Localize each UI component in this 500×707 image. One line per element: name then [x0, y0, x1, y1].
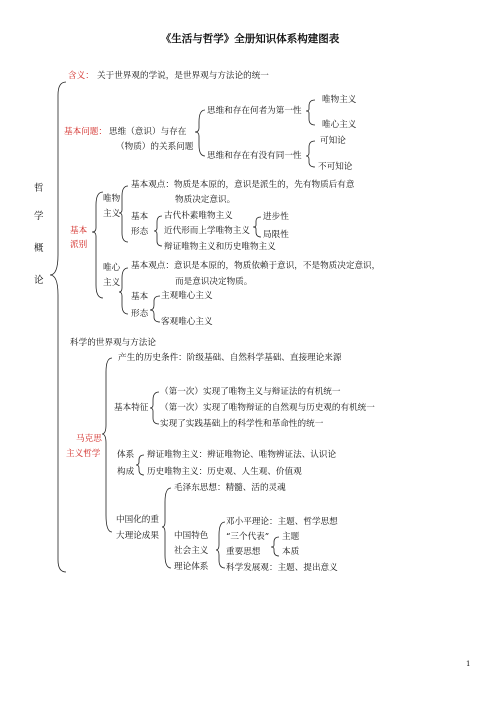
system-item-1: 辩证唯物主义：辨证唯物论、唯物辨证法、认识论	[147, 450, 337, 460]
aspect-1: 思维和存在何者为第一性	[207, 106, 302, 116]
basic-question-text-2: （物质）的关系问题	[116, 142, 194, 152]
marxism-label-1: 马克思	[76, 434, 102, 444]
important-thought: 重要思想	[226, 547, 261, 557]
meaning-text: 关于世界观的学说，是世界观与方法论的统一	[97, 71, 269, 81]
materialism-label-1: 唯物	[103, 194, 121, 204]
main-brace	[50, 82, 66, 572]
deng-theory: 邓小平理论：主题、哲学思想	[226, 517, 338, 527]
materialism-form-1: 古代朴素唯物主义	[164, 211, 233, 221]
idealism-view-2: 而是意识决定物质。	[175, 277, 253, 287]
idealism-form-label-1: 基本	[131, 292, 149, 302]
materialism-form-3: 辩证唯物主义和历史唯物主义	[164, 242, 276, 252]
traits-brace	[253, 217, 261, 237]
materialism-form-label-1: 基本	[131, 212, 149, 222]
ideal-forms-brace	[150, 296, 160, 322]
csc-label-1: 中国特色	[174, 531, 209, 541]
features-label: 基本特征	[114, 403, 149, 413]
idealism-form-1: 主观唯心主义	[161, 291, 213, 301]
mao-thought: 毛泽东思想：精髓、活的灵魂	[174, 483, 286, 493]
basic-question-label: 基本问题：	[64, 127, 107, 137]
side-char-4: 论	[34, 275, 44, 286]
system-label-2: 构成	[117, 467, 135, 477]
china-label-1: 中国化的重	[116, 515, 159, 525]
materialism-trait-1: 进步性	[263, 212, 289, 222]
idealism-label-2: 主义	[103, 278, 121, 288]
three-item-1: 主题	[282, 532, 300, 542]
aspect-2: 思维和存在有没有同一性	[207, 151, 302, 161]
schools-label-1: 基本	[70, 226, 88, 236]
scientific-development: 科学发展观：主题、提出意义	[226, 563, 338, 573]
question-brace	[195, 110, 205, 156]
feature-2: （第一次）实现了唯物辩证的自然观与历史观的有机统一	[160, 403, 375, 413]
csc-label-2: 社会主义	[174, 546, 209, 556]
materialism-form-label-2: 形态	[131, 227, 149, 237]
system-brace	[136, 455, 144, 475]
schools-label-2: 派别	[70, 240, 88, 250]
materialism-label-2: 主义	[103, 209, 121, 219]
system-item-2: 历史唯物主义：历史观、人生观、价值观	[147, 467, 302, 477]
aspect-2-option-2: 不可知论	[318, 162, 353, 172]
aspect2-brace	[306, 141, 315, 167]
basic-question-text-1: 思维（意识）与存在	[109, 127, 187, 137]
csc-brace	[216, 522, 225, 568]
materialism-form-2: 近代形而上学唯物主义	[164, 226, 250, 236]
feature-1: （第一次）实现了唯物主义与辩证法的有机统一	[160, 387, 341, 397]
system-label-1: 体系	[117, 450, 135, 460]
marxism-label-2: 主义哲学	[66, 449, 101, 459]
marxism-conditions: 产生的历史条件：阶级基础、自然科学基础、直接理论来源	[118, 353, 342, 363]
idealism-view-1: 基本观点：意识是本原的，物质依赖于意识，不是物质决定意识，	[131, 261, 381, 271]
feature-3: 实现了实践基础上的科学性和革命性的统一	[160, 419, 324, 429]
idealism-brace	[119, 268, 128, 314]
features-brace	[150, 392, 159, 424]
side-char-3: 概	[34, 243, 44, 254]
meaning-label: 含义：	[68, 71, 94, 81]
aspect1-brace	[306, 100, 315, 125]
marxism-brace	[102, 358, 112, 532]
aspect-1-option-1: 唯物主义	[322, 95, 357, 105]
three-brace	[271, 537, 279, 556]
materialism-trait-2: 局限性	[263, 230, 289, 240]
csc-label-3: 理论体系	[174, 562, 209, 572]
material-forms-brace	[154, 216, 162, 246]
three-item-2: 本质	[282, 547, 300, 557]
materialism-view-1: 基本观点：物质是本原的，意识是派生的，先有物质后有意	[131, 180, 355, 190]
materialism-view-2: 物质决定意识。	[175, 195, 236, 205]
aspect-1-option-2: 唯心主义	[322, 120, 357, 130]
idealism-form-label-2: 形态	[131, 309, 149, 319]
page-title: 《生活与哲学》全册知识体系构建图表	[160, 33, 340, 45]
schools-brace	[92, 192, 103, 298]
idealism-form-2: 客观唯心主义	[161, 317, 213, 327]
aspect-2-option-1: 可知论	[320, 136, 346, 146]
china-label-2: 大理论成果	[116, 531, 159, 541]
page-number: 1	[466, 660, 471, 668]
side-char-1: 哲	[34, 183, 44, 194]
china-brace	[162, 488, 171, 568]
materialism-brace	[119, 186, 128, 242]
scientific-worldview: 科学的世界观与方法论	[70, 338, 156, 348]
side-char-2: 学	[34, 211, 44, 222]
three-represents: “三个代表”	[226, 532, 270, 542]
idealism-label-1: 唯心	[103, 263, 121, 273]
